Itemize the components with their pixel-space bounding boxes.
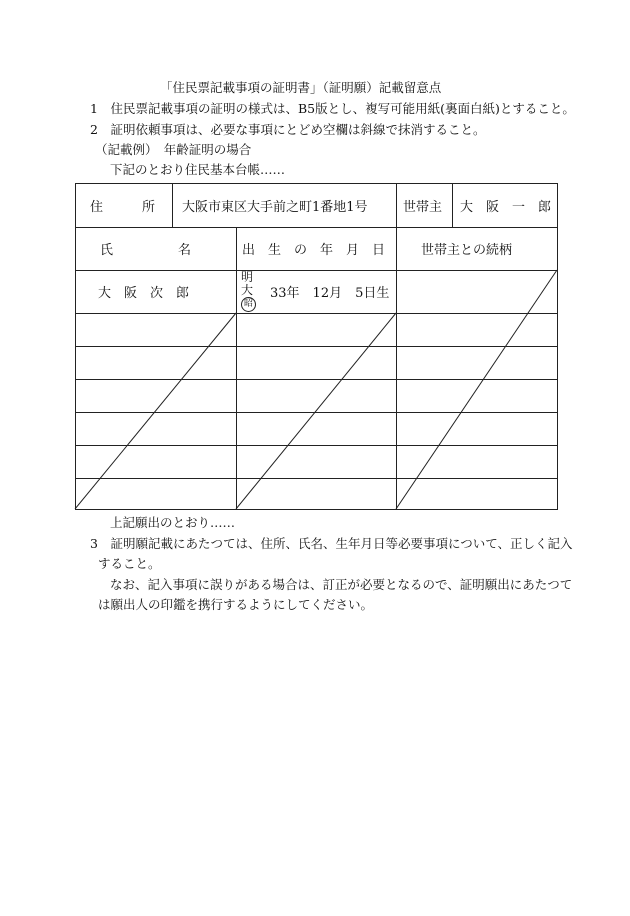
head-label: 世帯主 [403, 199, 443, 215]
birth-date: 33年 12月 5日生 [270, 286, 390, 301]
note-line-1: なお、記入事項に誤りがある場合は、訂正が必要となるので、証明願出にあたつて [110, 577, 573, 592]
head-value: 大 阪 一 郎 [460, 199, 552, 215]
strike-diagonal [75, 313, 236, 509]
era-taisho: 大 [241, 283, 254, 297]
row-name: 大 阪 次 郎 [98, 286, 190, 301]
address-label: 住 所 [90, 199, 156, 215]
col-relation-header: 世帯主との続柄 [421, 243, 513, 258]
address-value: 大阪市東区大手前之町1番地1号 [182, 199, 368, 215]
note-line-2: は願出人の印鑑を携行するようにしてください。 [98, 597, 374, 612]
example-heading: （記載例） 年齢証明の場合 [95, 142, 252, 157]
item-3-cont: すること。 [98, 556, 161, 571]
item-2: 2 証明依頼事項は、必要な事項にとどめ空欄は斜線で抹消すること。 [90, 122, 486, 137]
era-showa-circled: 昭 [241, 297, 256, 312]
document-title: 「住民票記載事項の証明書」（証明願）記載留意点 [160, 80, 442, 95]
era-column [241, 271, 256, 312]
example-outro: 上記願出のとおり…… [110, 515, 236, 530]
example-intro: 下記のとおり住民基本台帳…… [110, 162, 286, 177]
item-1: 1 住民票記載事項の証明の様式は、B5版とし、複写可能用紙(裏面白紙)とすること。 [90, 101, 575, 116]
col-name-header: 氏 名 [100, 243, 192, 258]
strike-diagonal [236, 313, 396, 509]
col-birth-header: 出 生 の 年 月 日 [242, 243, 386, 258]
item-3: 3 証明願記載にあたつては、住所、氏名、生年月日等必要事項について、正しく記入 [90, 536, 573, 551]
strike-diagonal [396, 270, 557, 509]
era-meiji: 明 [241, 270, 254, 284]
